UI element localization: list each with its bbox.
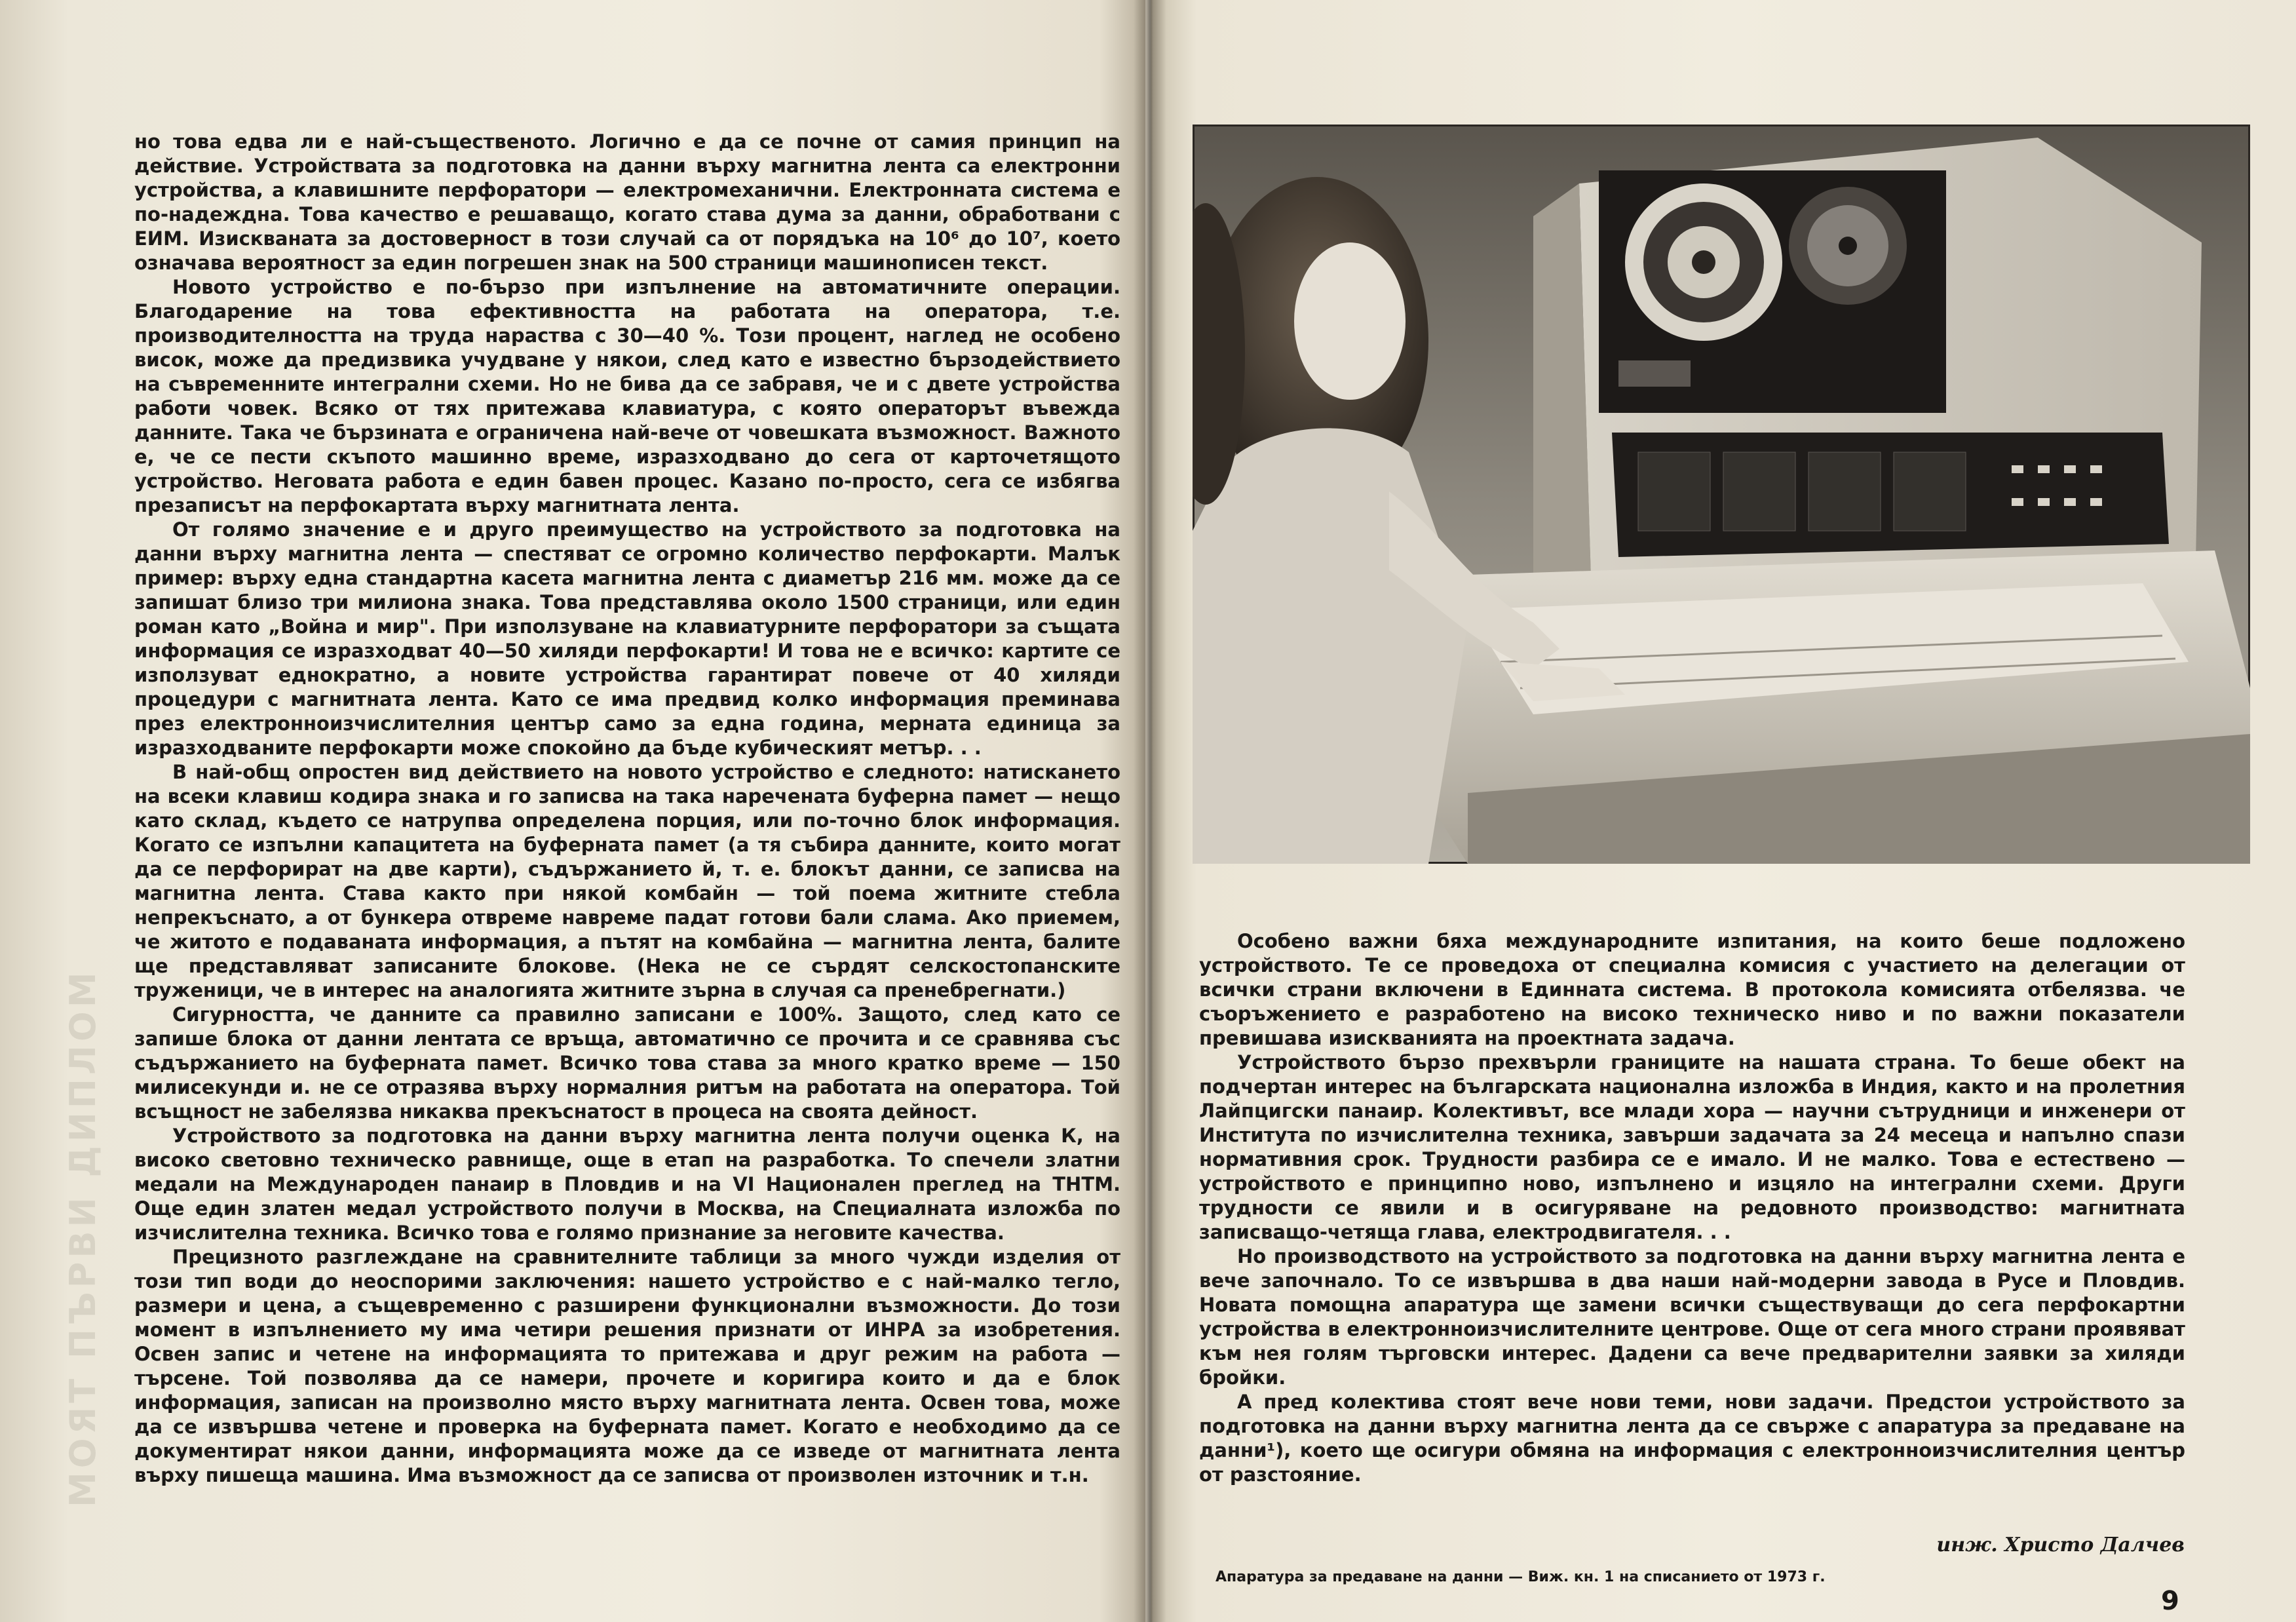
right-article-body bbox=[1199, 929, 2185, 1487]
author-signature: инж. Христо Далчев bbox=[1936, 1534, 2185, 1556]
paragraph: Сигурността, че данните са правилно записани е 100%. Защото, след като се запише блока от данни лентата се връща, автоматично се прочита и се сравнява със съдържанието на буферната памет. Всичко това става за много кратко време — 150 милисекунди и. не се отразява върху нормалния ритъм на работата на оператора. Той всъщност не забелязва никаква прекъснатост в процеса на своята дейност. bbox=[134, 1003, 1120, 1123]
photo-illustration bbox=[1193, 125, 2250, 864]
paragraph: Новото устройство е по-бързо при изпълнение на автоматичните операции. Благодарение на това ефективността на работата на оператора, т.е. производителността на труда нараства с 30—40 %. Този процент, наглед не особено висок, може да предизвика учудване у някои, след като е известно бързодействието на съвременните интегрални схеми. Но не бива да се забравя, че и с двете устройства работи човек. Всяко от тях притежава клавиатура, с която операторът въвежда данните. Така че бързината е ограничена най-вече от човешката възможност. Важното е, че се пести скъпото машинно време, изразходвано до сега от карточетящото устройство. Неговата работа е един бавен процес. Казано по-просто, сега се избягва презаписът на перфокартата върху магнитната лента. bbox=[134, 276, 1120, 516]
paragraph: Особено важни бяха международните изпитания, на които беше подложено устройството. Те се проведоха от специална комисия с участието на делегации от всички страни включени в Единната система. В протокола комисията отбелязва. че съоръжението е разработено на високо техническо ниво и по важни показатели превишава изискванията на проектната задача. bbox=[1199, 930, 2185, 1049]
paragraph: Устройството за подготовка на данни върху магнитна лента получи оценка К, на високо световно техническо равнище, още в етап на разработка. То спечели златни медали на Международен панаир в Пловдив и на VI Национален преглед на ТНТМ. Още един златен медал устройството получи в Москва, на Специалната изложба по изчислителна техника. Всичко това е голямо признание за неговите качества. bbox=[134, 1125, 1120, 1244]
left-article-body bbox=[134, 130, 1120, 1488]
photo-operator-at-tape-device bbox=[1193, 125, 2250, 864]
left-page bbox=[0, 0, 1145, 1622]
paragraph: А пред колектива стоят вече нови теми, нови задачи. Предстои устройството за подготовка на данни върху магнитна лента да се свърже с апаратура за предаване на данни¹), което ще осигури обмяна на информация с електронноизчислителния център от разстояние. bbox=[1199, 1391, 2185, 1486]
paragraph: но това едва ли е най-същественото. Логично е да се почне от самия принцип на действие. Устройствата за подготовка на данни върху магнитна лента са електронни устройства, а клавишните перфоратори — електромеханични. Електронната система е по-надеждна. Това качество е решаващо, когато става дума за данни, обработвани с ЕИМ. Изискваната за достоверност в този случай са от порядъка на 10⁶ до 10⁷, което означава вероятност за един погрешен знак на 500 страници машинописен текст. bbox=[134, 130, 1120, 274]
footnote: Апаратура за предаване на данни — Виж. кн. 1 на списанието от 1973 г. bbox=[1215, 1569, 1826, 1585]
page-number: 9 bbox=[2161, 1586, 2179, 1616]
paragraph: Прецизното разглеждане на сравнителните таблици за много чужди изделия от този тип води до неоспорими заключения: нашето устройство е с най-малко тегло, размери и цена, а същевременно с разширени функционални възможности. До този момент в изпълнението му има четири решения признати от ИНРА за изобретения. Освен запис и четене на информацията то притежава и друг режим на работа — търсене. Той позволява да се намери, прочете и коригира които и да е блок информация, записан на произволно място върху магнитната лента. Освен това, може да се извършва четене и проверка на буферната памет. Когато е необходимо да се документират някои данни, информацията може да се изведе от магнитната лента върху пишеща машина. Има възможност да се записва от произволен източник и т.н. bbox=[134, 1246, 1120, 1486]
paragraph: Но производството на устройството за подготовка на данни върху магнитна лента е вече започнало. То се извършва в два наши най-модерни завода в Русе и Пловдив. Новата помощна апаратура ще замени всички съществуващи до сега перфокартни устройства в електронноизчислителните центрове. Още от сега много страни проявяват към нея голям търговски интерес. Дадени са вече предварителни заявки за хиляди бройки. bbox=[1199, 1245, 2185, 1389]
book-gutter bbox=[1134, 0, 1166, 1622]
paragraph: Устройството бързо прехвърли границите на нашата страна. То беше обект на подчертан интерес на българската национална изложба в Индия, както и на пролетния Лайпцигски панаир. Колективът, все млади хора — научни сътрудници и инженери от Института по изчислителна техника, завърши задачата за 24 месеца и напълно спази нормативния срок. Трудности разбира се е имало. И не малко. Това е естествено — устройството е принципно ново, изпълнено и изцяло на интегрални схеми. Други трудности се явили и в осигуряване на редовното производство: магнитната записващо-четяща глава, електродвигателя. . . bbox=[1199, 1051, 2185, 1243]
paragraph: От голямо значение е и друго преимущество на устройството за подготовка на данни върху магнитна лента — спестяват се огромно количество перфокарти. Малък пример: върху една стандартна касета магнитна лента с диаметър 216 мм. може да се запишат близо три милиона знака. Това представлява около 1500 страници, или един роман като „Война и мир". При използуване на клавиатурните перфоратори за същата информация се изразходват 40—50 хиляди перфокарти! И това не е всичко: картите се използуват еднократно, а новите устройства гарантират повече от 40 хиляди процедури с магнитната лента. Като се има предвид колко информация преминава през електронноизчислителния център само за една година, мерната единица за изразходваните перфокарти може спокойно да бъде кубическият метър. . . bbox=[134, 518, 1120, 759]
show-through-text: МОЯТ ПЪРВИ ДИПЛОМ bbox=[62, 968, 104, 1507]
paragraph: В най-общ опростен вид действието на новото устройство е следното: натискането на всеки клавиш кодира знака и го записва на така наречената буферна памет — нещо като склад, където се натрупва определена порция, или по-точно блок информация. Когато се изпълни капацитета на буферната памет (а тя събира данните, които могат да се перфорират на две карти), съдържанието й, т. е. блокът данни, се записва на магнитна лента. Става както при някой комбайн — той поема житните стебла непрекъснато, а от бункера отвреме навреме падат готови бали слама. Ако приемем, че житото е подаваната информация, а пътят на комбайна — магнитна лента, балите ще представляват записаните блокове. (Нека не се сърдят селскостопанските труженици, че в интерес на аналогията житните зърна в случая са пренебрегнати.) bbox=[134, 761, 1120, 1001]
